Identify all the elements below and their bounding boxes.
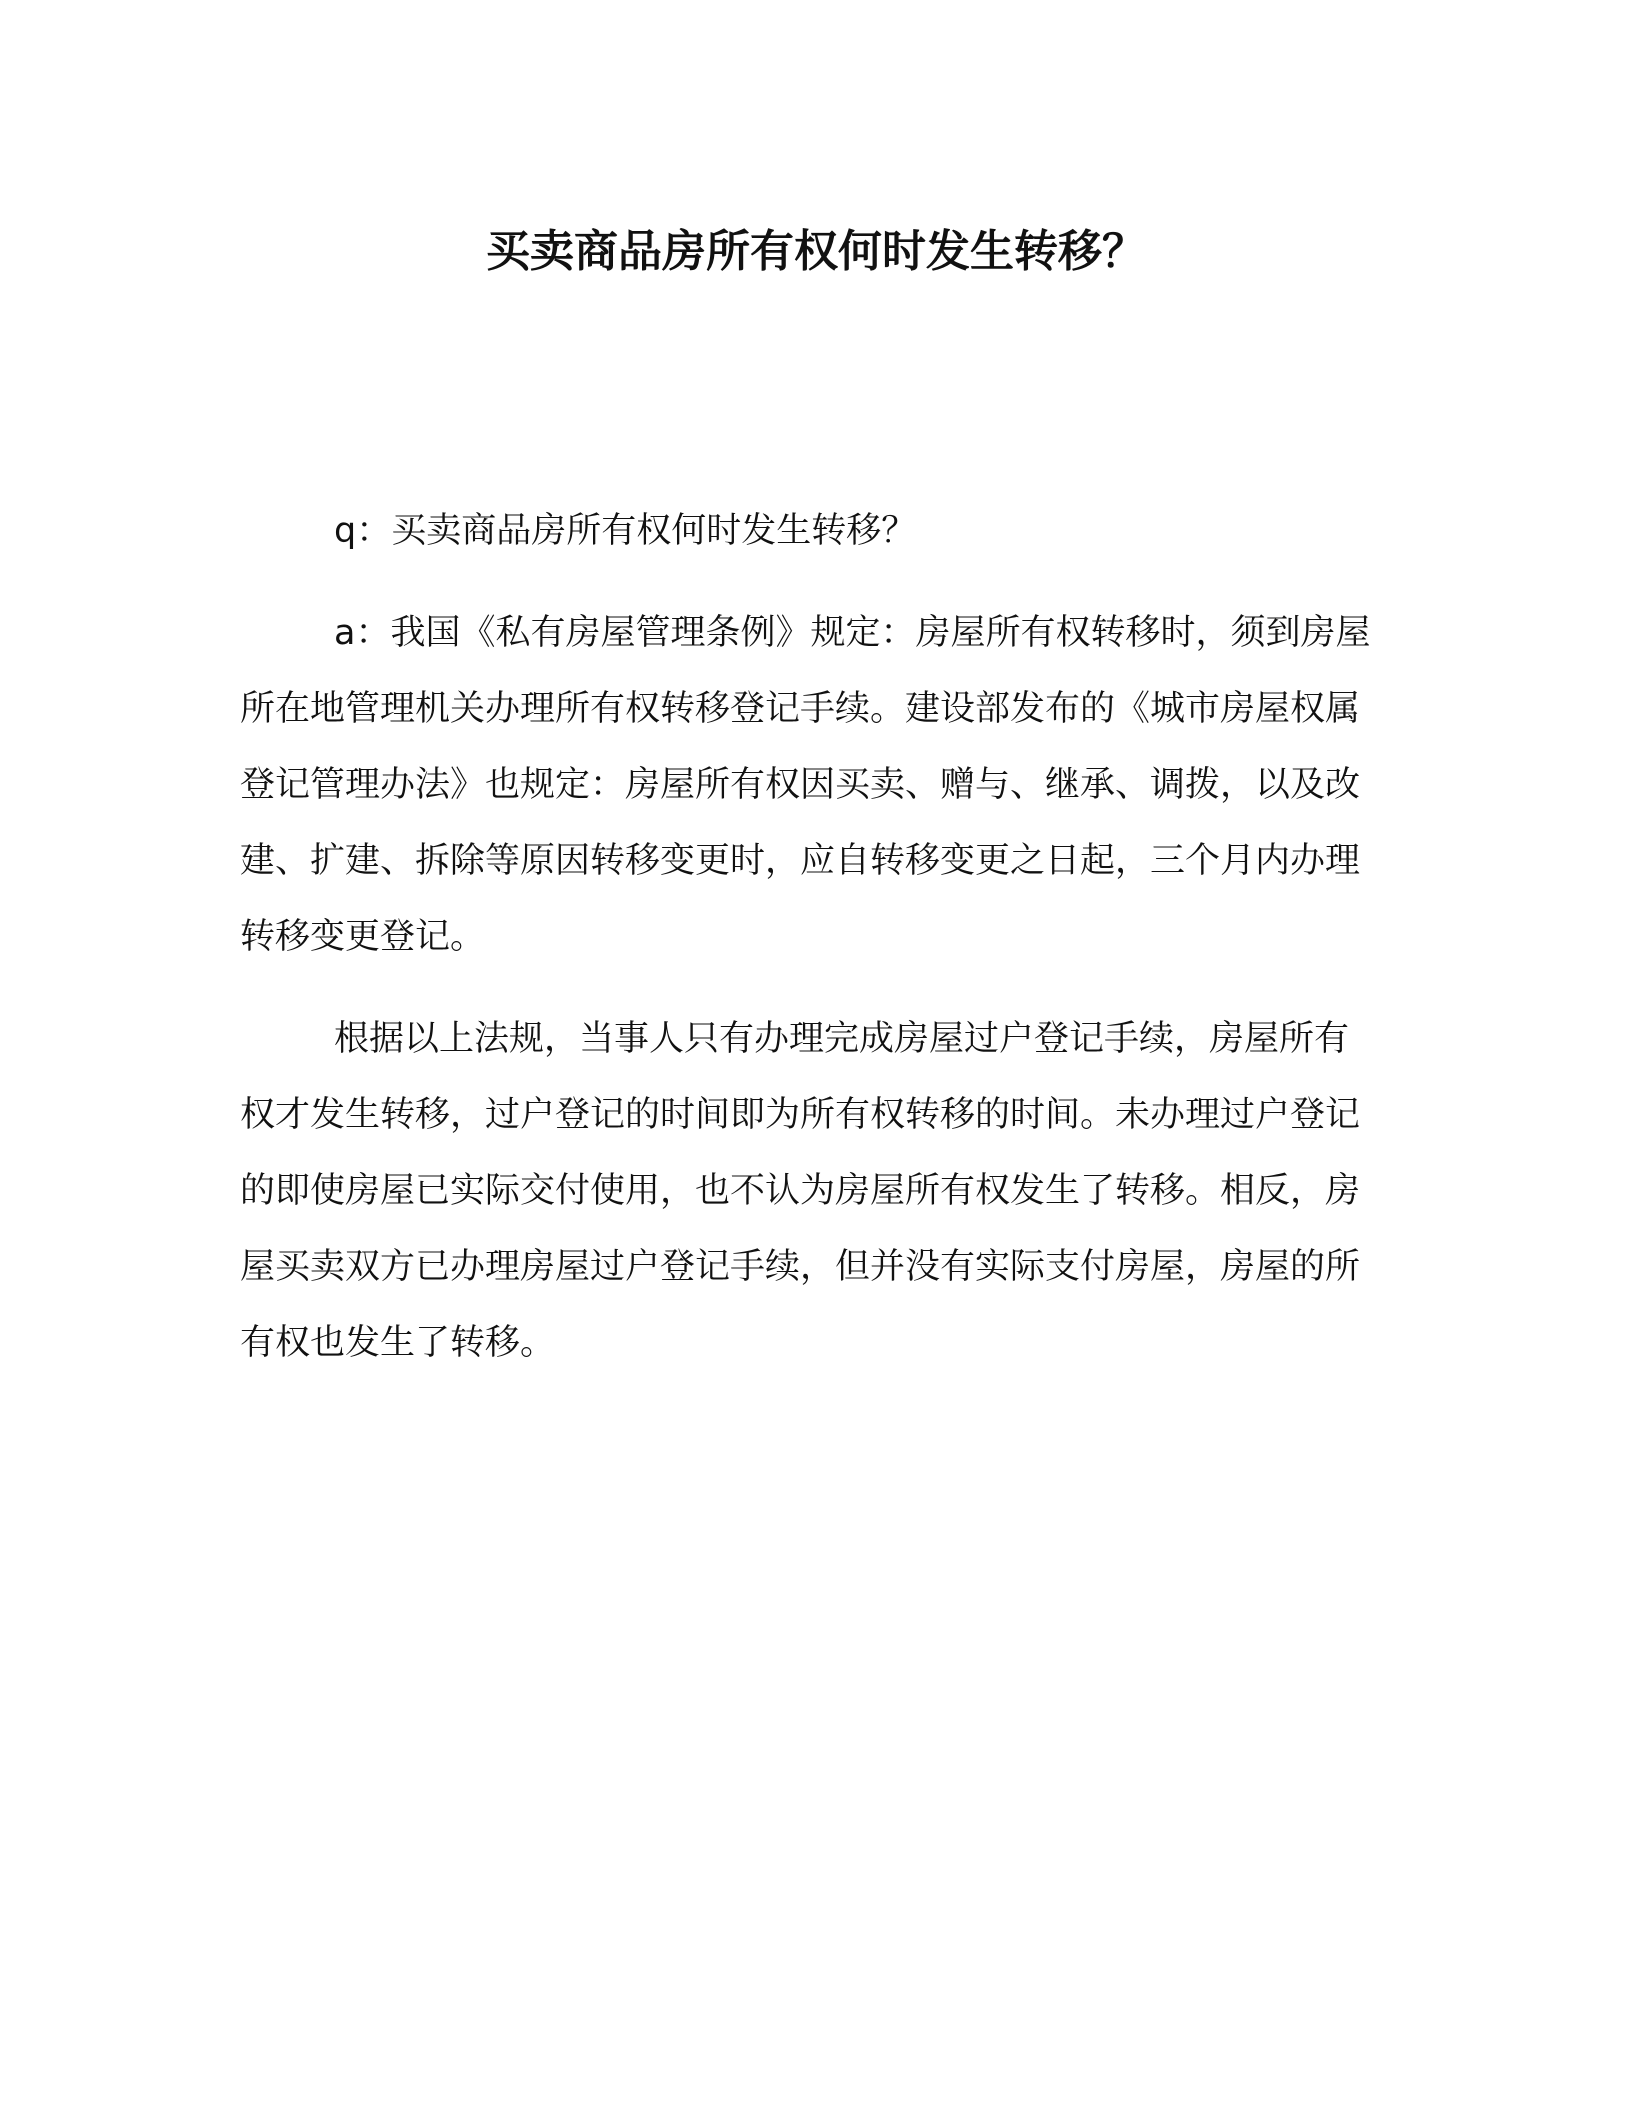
conclusion-paragraph: 根据以上法规，当事人只有办理完成房屋过户登记手续，房屋所有权才发生转移，过户登记的时间即为所有权转移的时间。未办理过户登记的即使房屋已实际交付使用，也不认为房屋所有权发生了转移。相反，房屋买卖双方已办理房屋过户登记手续，但并没有实际支付房屋，房屋的所有权也发生了转移。 <box>240 1019 1361 1363</box>
question-paragraph: q：买卖商品房所有权何时发生转移？ <box>334 511 917 551</box>
answer-paragraph: a：我国《私有房屋管理条例》规定：房屋所有权转移时，须到房屋所在地管理机关办理所有权转移登记手续。建设部发布的《城市房屋权属登记管理办法》也规定：房屋所有权因买卖、赠与、继承、调拨，以及改建、扩建、拆除等原因转移变更时，应自转移变更之日起，三个月内办理转移变更登记。 <box>240 613 1371 957</box>
document-title: 买卖商品房所有权何时发生转移？ <box>486 226 1146 277</box>
document-body <box>240 493 1380 1381</box>
